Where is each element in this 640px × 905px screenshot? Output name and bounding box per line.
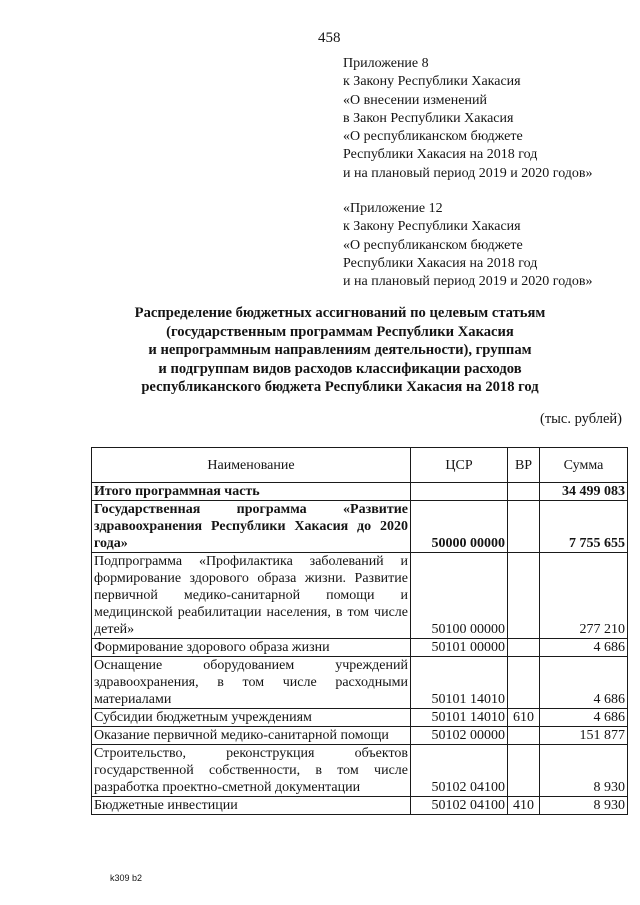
appendix-8-line: «О республиканском бюджете — [343, 129, 523, 145]
row-name-cell: Оснащение оборудованием учреждений здравоохранения, в том числе расходными материалами — [92, 657, 411, 709]
appendix-8-line: Приложение 8 — [343, 56, 429, 71]
row-vr-cell — [508, 639, 540, 657]
table-row — [92, 483, 628, 501]
row-csr-cell: 50102 00000 — [411, 727, 508, 745]
row-name-cell: Субсидии бюджетным учреждениям — [92, 709, 411, 727]
appendix-12-line: и на плановый период 2019 и 2020 годов» — [343, 274, 593, 290]
appendix-8-line: «О внесении изменений — [343, 92, 487, 108]
appendix-8-line: и на плановый период 2019 и 2020 годов» — [343, 165, 593, 181]
row-sum-cell: 4 686 — [540, 639, 628, 657]
appendix-12-reference — [343, 200, 593, 291]
row-name-cell: Подпрограмма «Профилактика заболеваний и формирование здорового образа жизни. Развитие первичной медико-санитарной помощи и медицинской реабилитации населения, в том числе детей» — [92, 553, 411, 639]
row-sum-cell: 151 877 — [540, 727, 628, 745]
title-line: республиканского бюджета Республики Хакасия на 2018 год — [141, 379, 539, 396]
row-vr-cell — [508, 553, 540, 639]
table-row — [92, 501, 628, 553]
row-csr-cell: 50102 04100 — [411, 797, 508, 815]
row-name-cell: Оказание первичной медико-санитарной помощи — [92, 727, 411, 745]
row-name-cell: Бюджетные инвестиции — [92, 797, 411, 815]
table-row — [92, 709, 628, 727]
row-vr-cell: 610 — [508, 709, 540, 727]
row-name-cell: Государственная программа «Развитие здравоохранения Республики Хакасия до 2020 года» — [92, 501, 411, 553]
title-line: и подгруппам видов расходов классификации расходов — [158, 360, 522, 377]
row-csr-cell: 50100 00000 — [411, 553, 508, 639]
header-sum: Сумма — [540, 448, 628, 483]
header-vr: ВР — [508, 448, 540, 483]
row-sum-cell: 34 499 083 — [540, 483, 628, 501]
title-line: и непрограммным направлениям деятельности), группам — [148, 342, 532, 359]
row-sum-cell: 8 930 — [540, 745, 628, 797]
row-vr-cell — [508, 745, 540, 797]
row-sum-cell: 4 686 — [540, 657, 628, 709]
row-name-cell: Итого программная часть — [92, 483, 411, 501]
appendix-12-line: «О республиканском бюджете — [343, 237, 523, 253]
table-row — [92, 553, 628, 639]
row-name-cell: Формирование здорового образа жизни — [92, 639, 411, 657]
row-sum-cell: 4 686 — [540, 709, 628, 727]
table-body — [92, 483, 628, 815]
appendix-8-line: в Закон Республики Хакасия — [343, 110, 514, 126]
row-sum-cell: 8 930 — [540, 797, 628, 815]
appendix-12-line: «Приложение 12 — [343, 201, 443, 216]
footer-code: k309 b2 — [110, 873, 143, 883]
row-csr-cell — [411, 483, 508, 501]
appendix-12-line: Республики Хакасия на 2018 год — [343, 255, 538, 271]
header-name: Наименование — [92, 448, 411, 483]
appendix-8-line: Республики Хакасия на 2018 год — [343, 147, 538, 163]
row-csr-cell: 50101 14010 — [411, 709, 508, 727]
table-row — [92, 657, 628, 709]
appendix-8-line: к Закону Республики Хакасия — [343, 74, 521, 90]
row-vr-cell — [508, 483, 540, 501]
table-row — [92, 727, 628, 745]
table-row — [92, 745, 628, 797]
header-csr: ЦСР — [411, 448, 508, 483]
row-csr-cell: 50101 14010 — [411, 657, 508, 709]
row-csr-cell: 50102 04100 — [411, 745, 508, 797]
row-csr-cell: 50101 00000 — [411, 639, 508, 657]
table-row — [92, 797, 628, 815]
row-sum-cell: 277 210 — [540, 553, 628, 639]
row-name-cell: Строительство, реконструкция объектов государственной собственности, в том числе разработка проектно-сметной документации — [92, 745, 411, 797]
document-title — [95, 304, 585, 397]
appendix-12-line: к Закону Республики Хакасия — [343, 219, 521, 235]
row-vr-cell — [508, 727, 540, 745]
title-line: Распределение бюджетных ассигнований по целевым статьям — [134, 305, 546, 321]
appendix-8-reference — [343, 55, 593, 183]
row-sum-cell: 7 755 655 — [540, 501, 628, 553]
row-vr-cell — [508, 657, 540, 709]
table-header-row — [92, 448, 628, 483]
row-csr-cell: 50000 00000 — [411, 501, 508, 553]
row-vr-cell: 410 — [508, 797, 540, 815]
table-row — [92, 639, 628, 657]
units-label: (тыс. рублей) — [540, 411, 622, 427]
title-line: (государственным программам Республики Хакасия — [166, 323, 514, 340]
row-vr-cell — [508, 501, 540, 553]
budget-allocation-table — [91, 447, 628, 815]
page-number: 458 — [318, 30, 341, 46]
